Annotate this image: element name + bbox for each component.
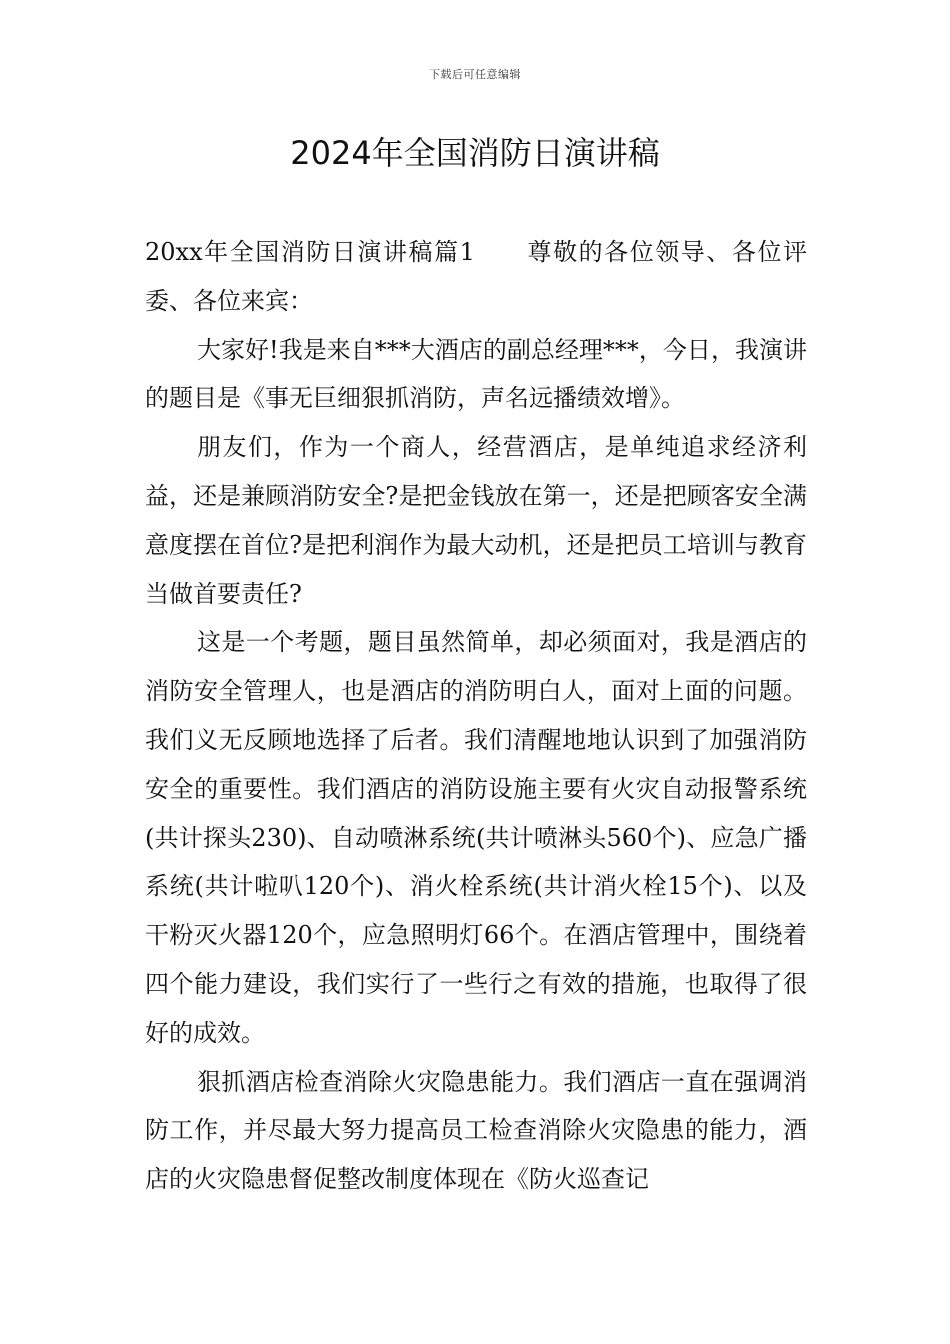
document-title: 2024年全国消防日演讲稿 (290, 134, 660, 172)
paragraph-inspection: 狠抓酒店检查消除火灾隐患能力。我们酒店一直在强调消防工作，并尽最大努力提高员工检查消除火灾隐患的能力，酒店的火灾隐患督促整改制度体现在《防火巡查记 (145, 1067, 807, 1194)
header-note: 下载后可任意编辑 (429, 68, 521, 81)
paragraph-greeting: 大家好!我是来自***大酒店的副总经理***，今日，我演讲的题目是《事无巨细狠抓消防，声名远播绩效增》。 (145, 335, 807, 413)
paragraph-opening: 20xx年全国消防日演讲稿篇1 尊敬的各位领导、各位评委、各位来宾： (145, 238, 807, 315)
document-body (145, 228, 807, 1204)
paragraph-question: 朋友们，作为一个商人，经营酒店，是单纯追求经济利益，还是兼顾消防安全?是把金钱放在第一，还是把顾客安全满意度摆在首位?是把利润作为最大动机，还是把员工培训与教育当做首要责任? (145, 433, 807, 608)
paragraph-facilities: 这是一个考题，题目虽然简单，却必须面对，我是酒店的消防安全管理人，也是酒店的消防明白人，面对上面的问题。我们义无反顾地选择了后者。我们清醒地地认识到了加强消防安全的重要性。我们酒店的消防设施主要有火灾自动报警系统(共计探头230)、自动喷淋系统(共计喷淋头560个)、应急广播系统(共计啦叭120个)、消火栓系统(共计消火栓15个)、以及干粉灭火器120个，应急照明灯66个。在酒店管理中，围绕着四个能力建设，我们实行了一些行之有效的措施，也取得了很好的成效。 (145, 628, 807, 1047)
